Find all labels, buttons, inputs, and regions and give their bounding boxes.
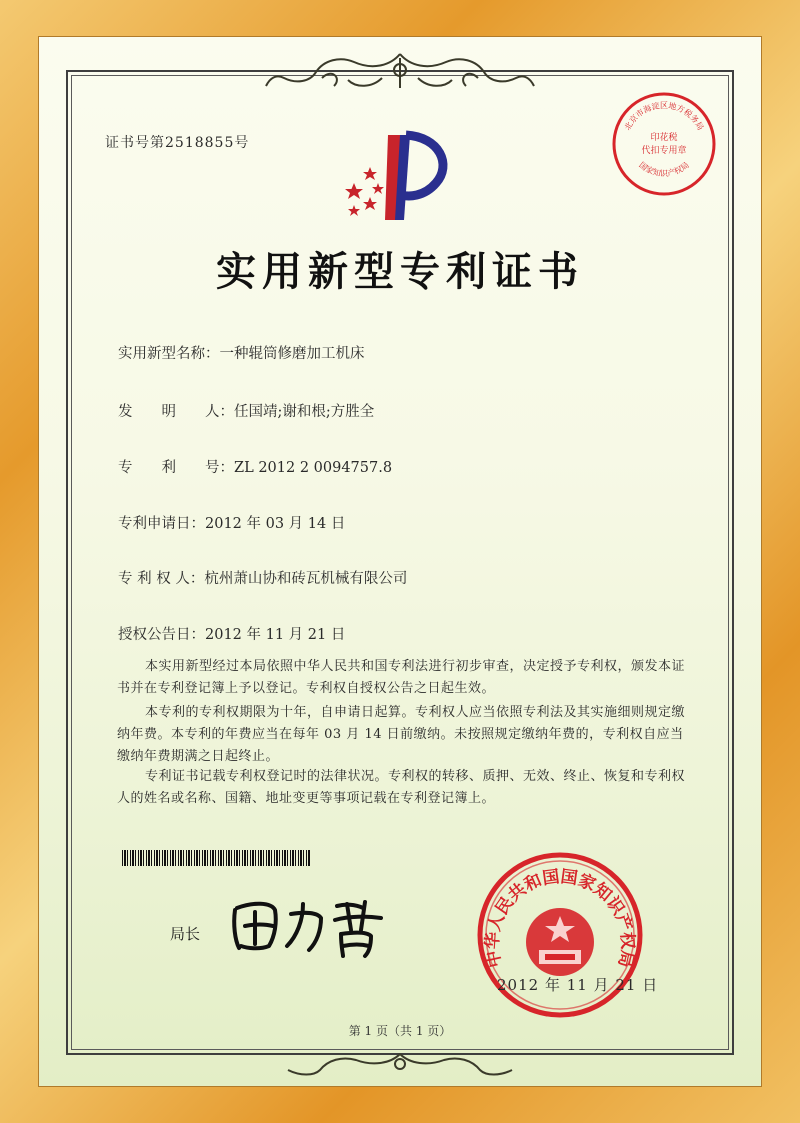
- certificate-number: 证书号第2518855号: [105, 135, 250, 151]
- svg-text:国家知识产权局: [637, 160, 690, 178]
- utility-model-name-label: 实用新型名称：: [118, 346, 220, 362]
- utility-model-name-field: [118, 342, 365, 363]
- tax-stamp-middle-1: 印花税: [650, 133, 678, 143]
- tax-stamp-top-text: 北京市海淀区地方税务局: [622, 101, 706, 132]
- tax-stamp-middle-2: 代扣专用章: [641, 146, 687, 156]
- inventor-field: [118, 400, 374, 421]
- patent-number-label: 专 利 号：: [118, 460, 234, 476]
- body-paragraph-3: 专利证书记载专利权登记时的法律状况。专利权的转移、质押、无效、终止、恢复和专利权人的姓名或名称、国籍、地址变更等事项记载在专利登记簿上。: [117, 769, 686, 806]
- director-label: 局长: [170, 925, 201, 943]
- bottom-ornament-icon: [280, 1050, 520, 1080]
- body-paragraph-1: 本实用新型经过本局依照中华人民共和国专利法进行初步审查，决定授予专利权，颁发本证书并在专利登记簿上予以登记。专利权自授权公告之日起生效。: [117, 659, 686, 696]
- inventor-label: 发 明 人：: [118, 404, 234, 420]
- filing-date-value: 2012 年 03 月 14 日: [205, 516, 346, 532]
- seal-date: 2012 年 11 月 21 日: [497, 976, 659, 994]
- patent-office-logo-icon: [340, 125, 460, 225]
- top-ornament-icon: [262, 48, 538, 94]
- tax-stamp-icon: [610, 90, 718, 198]
- grant-date-label: 授权公告日：: [118, 627, 205, 643]
- page-title: 实用新型专利证书: [216, 248, 584, 295]
- barcode: [122, 850, 310, 866]
- patent-number-field: [118, 456, 392, 477]
- body-paragraph-2: 本专利的专利权期限为十年，自申请日起算。专利权人应当依照专利法及其实施细则规定缴纳年费。本专利的年费应当在每年 03 月 14 日前缴纳。未按照规定缴纳年费的，专利权自应当缴纳年费期满之日起终止。: [117, 705, 686, 764]
- patentee-field: [118, 567, 407, 588]
- page-indicator: 第 1 页（共 1 页）: [348, 1024, 452, 1038]
- filing-date-field: [118, 512, 345, 533]
- director-signature-icon: [225, 890, 395, 960]
- patentee-label: 专 利 权 人：: [118, 571, 205, 587]
- patentee-value: 杭州萧山协和砖瓦机械有限公司: [204, 571, 408, 587]
- utility-model-name-value: 一种辊筒修磨加工机床: [219, 346, 365, 362]
- tax-stamp-bottom-text: 国家知识产权局: [637, 160, 691, 179]
- patent-number-value: ZL 2012 2 0094757.8: [234, 460, 393, 476]
- office-seal-text: 中华人民共和国国家知识产权局: [482, 866, 638, 970]
- grant-date-value: 2012 年 11 月 21 日: [205, 627, 346, 643]
- filing-date-label: 专利申请日：: [118, 516, 205, 532]
- inventor-value: 任国靖;谢和根;方胜全: [234, 404, 375, 420]
- grant-date-field: [118, 623, 345, 644]
